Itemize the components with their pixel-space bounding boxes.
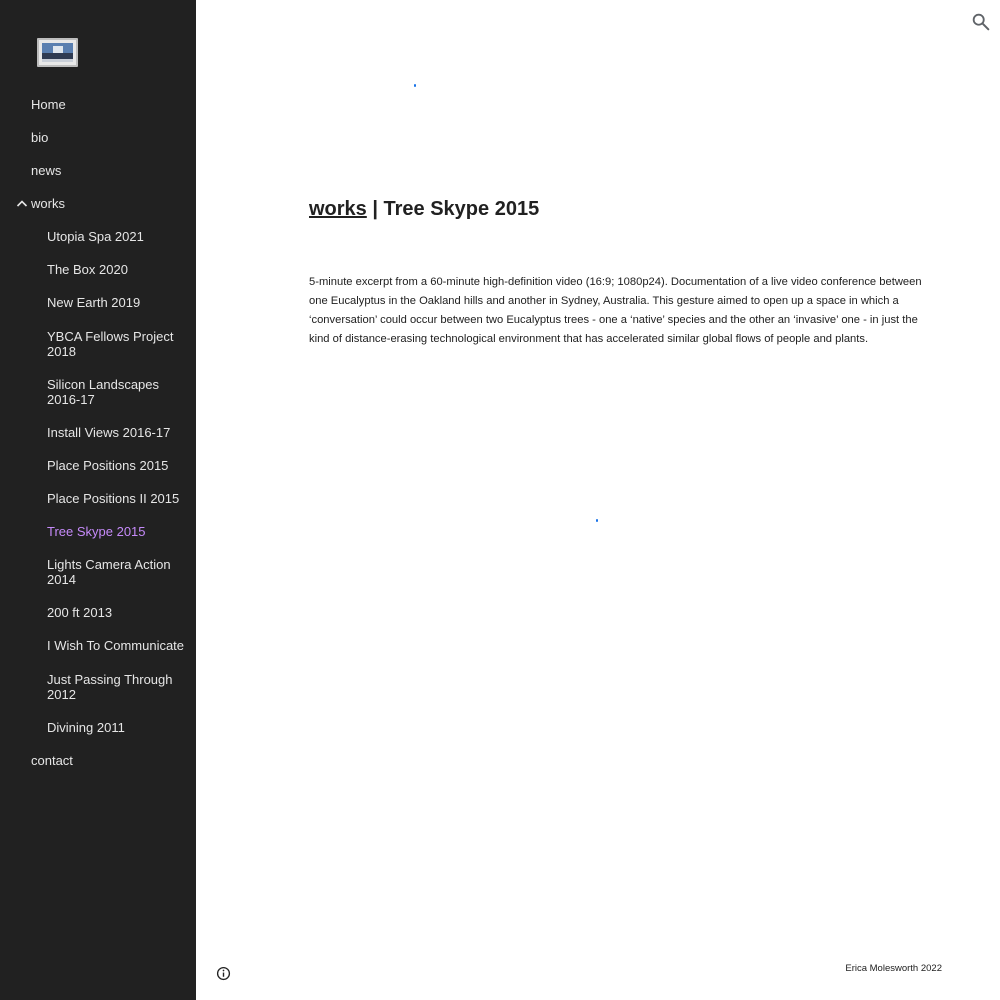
nav-subitem-lights-camera-action[interactable]: Lights Camera Action 2014 [47, 557, 171, 587]
sidebar [0, 0, 196, 1000]
breadcrumb-works-link[interactable]: works [309, 198, 367, 220]
page-title-text: | Tree Skype 2015 [366, 198, 540, 220]
nav-subitem-place-positions[interactable]: Place Positions 2015 [47, 458, 169, 473]
site-logo[interactable] [37, 38, 78, 67]
nav-item-works[interactable]: works [31, 196, 65, 211]
nav-item-news[interactable]: news [31, 163, 62, 178]
loading-indicator [414, 84, 416, 87]
nav-subitem-tree-skype[interactable]: Tree Skype 2015 [47, 524, 146, 539]
nav-subitem-ybca-fellows[interactable]: YBCA Fellows Project 2018 [47, 329, 174, 359]
nav-subitem-the-box[interactable]: The Box 2020 [47, 262, 128, 277]
nav-subitem-new-earth[interactable]: New Earth 2019 [47, 295, 141, 310]
work-description: 5-minute excerpt from a 60-minute high-definition video (16:9; 1080p24). Documentation of a live video conference between one Eucalyptus in the Oakland hills and another in Sydney, Australia. This gesture aimed to open up a space in which a ‘conversation’ could occur between two Eucalyptus trees - one a ‘native’ species and the other an ‘invasive’ one - in just the kind of distance-erasing technological environment that has accelerated similar global flows of people and plants. [309, 276, 922, 345]
nav-subitem-utopia-spa[interactable]: Utopia Spa 2021 [47, 229, 144, 244]
nav-item-bio[interactable]: bio [31, 130, 49, 145]
chevron-up-icon[interactable] [15, 197, 29, 209]
nav-item-home[interactable]: Home [31, 97, 66, 112]
nav-item-contact[interactable]: contact [31, 753, 73, 768]
nav-subitem-divining[interactable]: Divining 2011 [47, 720, 125, 735]
search-icon[interactable] [970, 11, 992, 33]
nav-subitem-just-passing-through[interactable]: Just Passing Through 2012 [47, 672, 173, 702]
footer-credit: Erica Molesworth 2022 [845, 963, 942, 974]
nav-subitem-place-positions-ii[interactable]: Place Positions II 2015 [47, 491, 180, 506]
video-loading-indicator [596, 519, 598, 522]
info-icon[interactable] [216, 966, 231, 981]
page-title [309, 196, 539, 222]
nav-subitem-silicon-landscapes[interactable]: Silicon Landscapes 2016-17 [47, 377, 160, 407]
nav-subitem-200-ft[interactable]: 200 ft 2013 [47, 605, 113, 620]
nav-subitem-install-views[interactable]: Install Views 2016-17 [47, 425, 171, 440]
nav-subitem-i-wish-to-communicate[interactable]: I Wish To Communicate [47, 638, 185, 653]
